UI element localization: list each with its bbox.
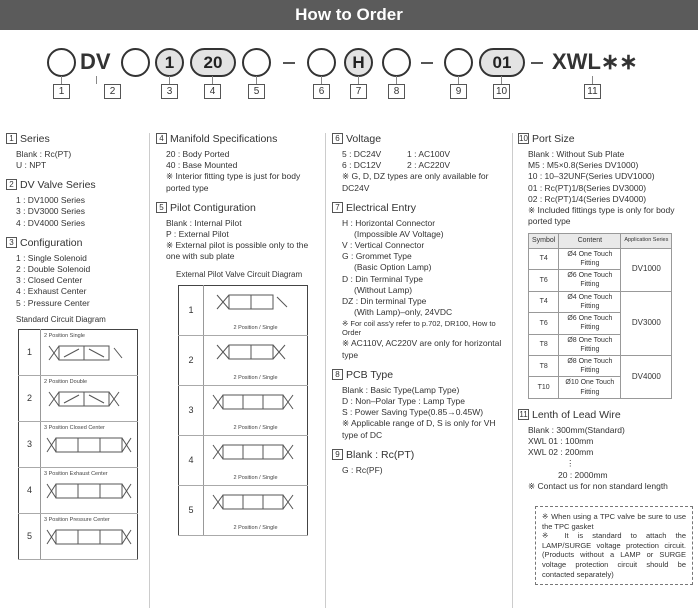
warning-text: ※ When using a TPC valve be sure to use the TPC gasket xyxy=(542,512,686,531)
lead-dots: ⋮ xyxy=(566,458,575,469)
manifold-item: 40 : Base Mounted xyxy=(166,160,238,171)
electrical-item: (Basic Option Lamp) xyxy=(354,262,432,273)
valve-symbol-icon xyxy=(44,524,134,554)
configuration-section: 3 Configuration 1 : Single Solenoid 2 : Double Solenoid 3 : Closed Center 4 : Exhaust Center 5 : Pressure Center Standard Circuit Diagram 1 2 Position Single 2 2 Position Double 3 3 Position Closed Center 4 3 Position Exhaust Center 5 3 Position Pressure Center xyxy=(6,237,144,561)
series-item: U : NPT xyxy=(16,160,47,171)
electrical-note: ※ AC110V, AC220V are only for horizontal type xyxy=(342,338,502,360)
pcb-item: S : Power Saving Type(0.85→0.45W) xyxy=(342,407,484,418)
voltage-item: 2 : AC220V xyxy=(407,160,451,171)
configuration-item: 1 : Single Solenoid xyxy=(16,252,87,263)
code-oval-10: 01 xyxy=(479,48,525,77)
code-oval-5 xyxy=(242,48,271,77)
configuration-item: 2 : Double Solenoid xyxy=(16,263,91,274)
circuit-label: 2 Position / Single xyxy=(233,524,278,531)
code-box-6: 6 xyxy=(313,84,330,99)
column-4 xyxy=(518,133,694,500)
valve-symbol-icon xyxy=(207,289,297,321)
code-box-5: 5 xyxy=(248,84,265,99)
pcb-item: D : Non–Polar Type : Lamp Type xyxy=(342,395,466,406)
lead-note: ※ Contact us for non standard length xyxy=(528,480,668,491)
configuration-item: 4 : Exhaust Center xyxy=(16,286,87,297)
lead-item: 20 : 2000mm xyxy=(558,469,608,480)
series-section: 1 Series Blank : Rc(PT) U : NPT xyxy=(6,133,144,171)
standard-circuit-table: 1 2 Position Single 2 2 Position Double 3 3 Position Closed Center 4 3 Position Exhaust Center 5 3 Position Pressure Center xyxy=(18,329,138,560)
blank-title: Blank : Rc(PT) xyxy=(346,448,415,461)
code-oval-1 xyxy=(47,48,76,77)
lead-item: XWL 02 : 200mm xyxy=(528,447,594,458)
lead-item: XWL 01 : 100mm xyxy=(528,435,594,446)
code-box-4: 4 xyxy=(204,84,221,99)
order-code xyxy=(0,40,698,102)
manifold-section: 4 Manifold Specifications 20 : Body Ported 40 : Base Mounted ※ Interior fitting type is just for body ported type xyxy=(156,133,319,194)
port-table: Symbol Content Application Series T4 Ø4 One Touch Fitting DV1000 T6 Ø6 One Touch Fitting T4 Ø4 One Touch Fitting DV3000 T6 Ø6 One Touch Fitting T8 Ø8 One Touch Fitting T8 Ø8 One Touch Fitting DV4000 T10 Ø10 One Touch Fitting xyxy=(528,233,672,399)
warning-box xyxy=(535,506,693,585)
electrical-item: V : Vertical Connector xyxy=(342,240,425,251)
electrical-item: H : Horizontal Connector xyxy=(342,217,436,228)
circuit-label: 2 Position / Single xyxy=(233,324,278,331)
circuit-label: 3 Position Exhaust Center xyxy=(44,470,108,477)
code-oval-6 xyxy=(307,48,336,77)
manifold-title: Manifold Specifications xyxy=(170,133,278,145)
series-title: Series xyxy=(20,133,50,145)
pcb-title: PCB Type xyxy=(346,368,394,381)
external-pilot-title: External Pilot Valve Circuit Diagram xyxy=(176,270,303,280)
electrical-item: (With Lamp)–only, 24VDC xyxy=(354,307,453,318)
electrical-item: D : Din Terminal Type xyxy=(342,273,423,284)
code-oval-2 xyxy=(121,48,150,77)
code-oval-4: 20 xyxy=(190,48,236,77)
manifold-note: ※ Interior fitting type is just for body ported type xyxy=(166,171,301,193)
voltage-item: 1 : AC100V xyxy=(407,148,451,159)
lead-section: 11 Lenth of Lead Wire Blank : 300mm(Standard) XWL 01 : 100mm XWL 02 : 200mm ⋮ 20 : 2000mm ※ Contact us for non standard length xyxy=(518,409,694,492)
external-pilot-table: 1 2 Position / Single 2 2 Position / Single 3 2 Position / Single 4 2 Position / Single 5 2 Position / Single xyxy=(178,285,308,536)
valve-series-title: DV Valve Series xyxy=(20,179,96,192)
code-box-7: 7 xyxy=(350,84,367,99)
port-item: 02 : Rc(PT)1/4(Series DV4000) xyxy=(528,193,647,204)
page-title: How to Order xyxy=(0,0,698,30)
code-oval-8 xyxy=(382,48,411,77)
code-dash xyxy=(421,62,433,64)
code-dash xyxy=(531,62,543,64)
code-oval-3: 1 xyxy=(155,48,184,77)
code-box-11: 11 xyxy=(584,84,601,99)
code-box-8: 8 xyxy=(388,84,405,99)
voltage-title: Voltage xyxy=(346,133,382,145)
manifold-item: 20 : Body Ported xyxy=(166,148,230,159)
circuit-label: 2 Position Single xyxy=(44,332,85,339)
port-section: 10 Port Size Blank : Without Sub Plate M5 : M5×0.8(Series DV1000) 10 : 10–32UNF(Series UDV1000) 01 : Rc(PT)1/8(Series DV3000) 02 : Rc(PT)1/4(Series DV4000) ※ Included fittings type is only for body ported type Symbol Content Application Series T4 Ø4 One Touch Fitting DV1000 T6 Ø6 One Touch Fitting T4 Ø4 One Touch Fitting DV3000 T6 Ø6 One Touch Fitting T8 Ø8 One Touch Fitting T8 Ø8 One Touch Fitting DV4000 T10 Ø10 One Touch Fitting xyxy=(518,133,694,399)
pcb-item: Blank : Basic Type(Lamp Type) xyxy=(342,384,460,395)
code-box-2: 2 xyxy=(104,84,121,99)
code-oval-7: H xyxy=(344,48,373,77)
valve-symbol-icon xyxy=(207,339,297,371)
port-item: Blank : Without Sub Plate xyxy=(528,148,625,159)
blank-item: G : Rc(PF) xyxy=(342,464,383,475)
electrical-section: 7 Electrical Entry H : Horizontal Connector (Impossible AV Voltage) V : Vertical Connector G : Grommet Type (Basic Option Lamp) D : Din Terminal Type (Without Lamp) DZ : Din terminal Type (With Lamp)–only, 24VDC ※ For coil ass'y refer to p.702, DR100, How to Order ※ AC110V, AC220V are only for horizontal type xyxy=(332,202,507,361)
port-note: ※ Included fittings type is only for body ported type xyxy=(528,204,675,227)
pilot-note: ※ External pilot is possible only to the one with sub plate xyxy=(166,240,309,262)
column-3 xyxy=(332,133,507,484)
pcb-section: 8 PCB Type Blank : Basic Type(Lamp Type) D : Non–Polar Type : Lamp Type S : Power Saving Type(0.85→0.45W) ※ Applicable range of D, S is only for VH type of DC xyxy=(332,369,507,441)
circuit-label: 2 Position / Single xyxy=(233,474,278,481)
pilot-section: 5 Pilot Contiguration Blank : Internal Pilot P : External Pilot ※ External pilot is possible only to the one with sub plate External Pilot Valve Circuit Diagram 1 2 Position / Single 2 2 Position / Single 3 2 Position / Single 4 2 Position / Single 5 2 Position / Single xyxy=(156,202,319,536)
circuit-label: 2 Position / Single xyxy=(233,374,278,381)
port-item: M5 : M5×0.8(Series DV1000) xyxy=(528,160,639,171)
code-box-3: 3 xyxy=(161,84,178,99)
circuit-label: 2 Position / Single xyxy=(233,424,278,431)
pilot-item: P : External Pilot xyxy=(166,228,229,239)
valve-symbol-icon xyxy=(44,432,134,462)
circuit-label: 2 Position Double xyxy=(44,378,88,385)
port-title: Port Size xyxy=(532,133,575,145)
pcb-note: ※ Applicable range of D, S is only for VH type of DC xyxy=(342,418,496,440)
code-series-text: DV xyxy=(80,49,111,74)
valve-series-item: 4 : DV4000 Series xyxy=(16,217,85,228)
valve-symbol-icon xyxy=(44,478,134,508)
valve-series-section: 2 DV Valve Series 1 : DV1000 Series 3 : DV3000 Series 4 : DV4000 Series xyxy=(6,179,144,229)
electrical-item: (Without Lamp) xyxy=(354,284,413,295)
valve-symbol-icon xyxy=(207,489,303,521)
pilot-title: Pilot Contiguration xyxy=(170,201,256,214)
electrical-item: G : Grommet Type xyxy=(342,251,412,262)
voltage-note: ※ G, D, DZ types are only available for DC24V xyxy=(342,171,489,193)
standard-circuit-title: Standard Circuit Diagram xyxy=(16,314,106,324)
electrical-item: DZ : Din terminal Type xyxy=(342,296,427,307)
valve-symbol-icon xyxy=(207,439,303,471)
code-dash xyxy=(283,62,295,64)
electrical-title: Electrical Entry xyxy=(346,201,417,214)
pilot-item: Blank : Internal Pilot xyxy=(166,217,242,228)
port-item: 01 : Rc(PT)1/8(Series DV3000) xyxy=(528,182,647,193)
valve-symbol-icon xyxy=(44,340,124,370)
code-box-1: 1 xyxy=(53,84,70,99)
port-item: 10 : 10–32UNF(Series UDV1000) xyxy=(528,171,655,182)
column-1 xyxy=(6,133,144,568)
electrical-item: (Impossible AV Voltage) xyxy=(354,228,444,239)
warning-text: ※ It is standard to attach the LAMP/SURGE voltage protection circuit. (Products without a LAMP or SURGE voltage protection circuit should be contacted separately) xyxy=(542,531,686,579)
series-item: Blank : Rc(PT) xyxy=(16,148,72,159)
column-2 xyxy=(156,133,319,544)
configuration-item: 5 : Pressure Center xyxy=(16,297,90,308)
valve-series-item: 1 : DV1000 Series xyxy=(16,195,85,206)
voltage-section: 6 Voltage 5 : DC24V 1 : AC100V 6 : DC12V 2 : AC220V ※ G, D, DZ types are only available for DC24V xyxy=(332,133,507,194)
voltage-item: 6 : DC12V xyxy=(342,160,382,171)
lead-item: Blank : 300mm(Standard) xyxy=(528,424,625,435)
code-box-10: 10 xyxy=(493,84,510,99)
valve-symbol-icon xyxy=(207,389,303,421)
valve-symbol-icon xyxy=(44,386,124,416)
blank-section: 9 Blank : Rc(PT) G : Rc(PF) xyxy=(332,449,507,476)
configuration-item: 3 : Closed Center xyxy=(16,275,83,286)
voltage-item: 5 : DC24V xyxy=(342,148,382,159)
circuit-label: 3 Position Closed Center xyxy=(44,424,105,431)
code-box-9: 9 xyxy=(450,84,467,99)
code-oval-9 xyxy=(444,48,473,77)
configuration-title: Configuration xyxy=(20,236,83,249)
valve-series-item: 3 : DV3000 Series xyxy=(16,206,85,217)
electrical-note: ※ For coil ass'y refer to p.702, DR100, How to Order xyxy=(342,318,496,338)
code-suffix-text: XWL∗∗ xyxy=(552,49,638,74)
circuit-label: 3 Position Pressure Center xyxy=(44,516,110,523)
lead-title: Lenth of Lead Wire xyxy=(532,408,621,421)
